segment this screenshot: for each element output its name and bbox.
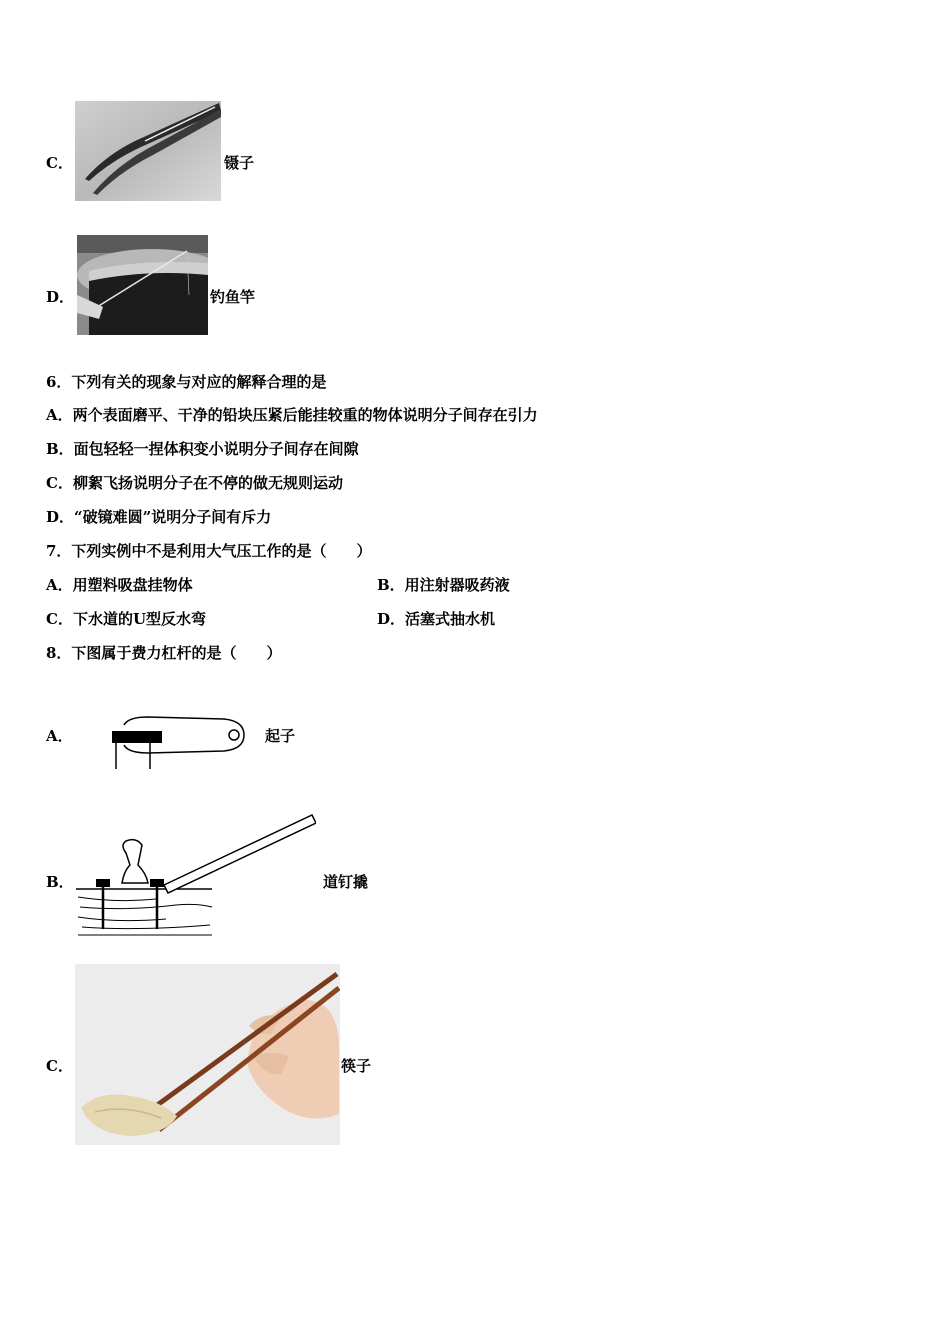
q7-option-c: C．下水道的U型反水弯 [46,610,207,628]
q5-option-c-letter: C． [46,154,73,172]
q7-option-a: A．用塑料吸盘挂物体 [46,576,193,594]
q8-option-c-letter: C． [46,1057,73,1075]
q7-option-b: B．用注射器吸药液 [377,576,510,594]
q6-option-c: C．柳絮飞扬说明分子在不停的做无规则运动 [46,474,343,492]
q7-option-d: D．活塞式抽水机 [377,610,496,628]
q6-option-b: B．面包轻轻一捏体积变小说明分子间存在间隙 [46,440,359,458]
q5-option-c-caption: 镊子 [224,154,255,172]
chopsticks-photo [75,964,340,1145]
q8-option-b-caption: 道钉撬 [323,873,369,891]
q8-option-b-letter: B． [46,873,74,891]
q8-option-c-caption: 筷子 [341,1057,372,1075]
tweezers-photo [75,101,221,201]
track-crowbar-drawing [76,811,316,941]
q5-option-d-letter: D． [46,288,75,306]
q8-option-a-letter: A． [46,727,73,745]
q7-stem: 7．下列实例中不是利用大气压工作的是（ ） [46,542,372,560]
q6-option-d: D．“破镜难圆”说明分子间有斥力 [46,508,272,526]
q6-option-a: A．两个表面磨平、干净的铅块压紧后能挂较重的物体说明分子间存在引力 [46,406,538,424]
q8-option-a-caption: 起子 [265,727,296,745]
q8-stem: 8．下图属于费力杠杆的是（ ） [46,644,282,662]
q6-stem: 6．下列有关的现象与对应的解释合理的是 [46,373,327,391]
bottle-opener-drawing [108,713,248,771]
q5-option-d-caption: 钓鱼竿 [210,288,256,306]
fishing-rod-photo [77,235,208,335]
